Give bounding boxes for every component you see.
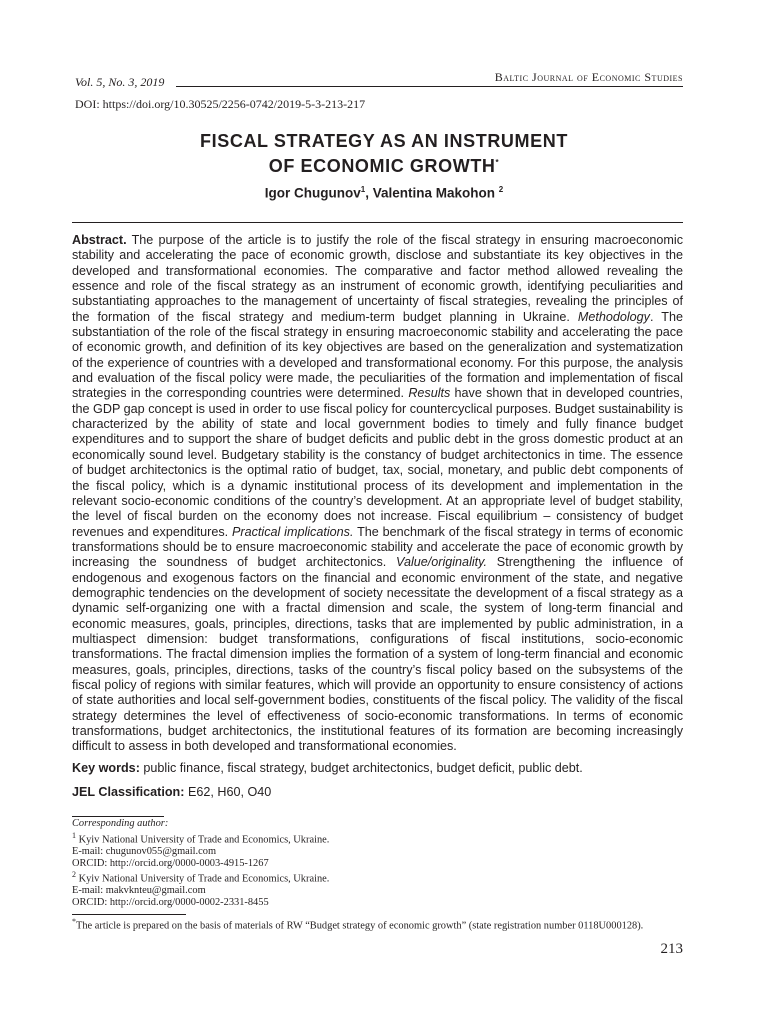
keywords-label: Key words:	[72, 761, 140, 775]
footnote-1-affiliation-text: Kyiv National University of Trade and Economics, Ukraine.	[76, 834, 330, 846]
jel-classification	[72, 785, 683, 799]
keywords-text: public finance, fiscal strategy, budget architectonics, budget deficit, public debt.	[139, 761, 583, 775]
abstract-label: Abstract.	[72, 233, 127, 247]
title-line-1: FISCAL STRATEGY AS AN INSTRUMENT	[200, 131, 568, 151]
article-note-text: The article is prepared on the basis of materials of RW “Budget strategy of economic growth” (state registration number 0118U000128).	[76, 920, 644, 932]
author-2-orcid: ORCID: http://orcid.org/0000-0002-2331-8455	[72, 897, 269, 909]
results-label: Results	[408, 386, 451, 401]
article-note-rule	[72, 914, 186, 915]
footnote-rule	[72, 816, 164, 817]
title-footnote-marker: *	[495, 158, 500, 167]
journal-volume: Vol. 5, No. 3, 2019	[75, 75, 165, 89]
abstract-purpose: The purpose of the article is to justify the role of the fiscal strategy in ensuring macroeconomic stability and accelerating the pace of economic growth, disclose and substantiate its key objectives in the developed and transformational economies. The comparative and factor method allowed revealing the essence and role of the fiscal strategy as an instrument of economic growth, identifying peculiarities and substantiating approaches to the management of uncertainty of fiscal strategies, revealing the principles of the formation of the fiscal strategy and medium-term budget planning in Ukraine.	[72, 233, 683, 324]
author-2-affiliation-marker: 2	[498, 185, 504, 194]
author-1-orcid: ORCID: http://orcid.org/0000-0003-4915-1267	[72, 857, 269, 869]
footnote-1-marker: 1	[72, 830, 76, 840]
title-line-2-text: OF ECONOMIC GROWTH	[268, 156, 496, 176]
article-note-marker: *	[72, 917, 76, 926]
abstract-results: have shown that in developed countries, the GDP gap concept is used in order to use fiscal policy for countercyclical purposes. Budget sustainability is characterized by the ability of state and local government bodies to timely and fully finance budget expenditures and to support the share of budget deficits and public debt in the gross domestic product at an economically sound level. Budgetary stability is the constancy of budget architectonics in time. The essence of budget architectonics is the optimal ratio of budget, tax, social, monetary, and public debt components of the fiscal policy, which is a dynamic institutional process of its development and implementation in the relevant socio-economic conditions of the country’s development. At an appropriate level of budget stability, the level of fiscal burden on the economy does not increase. Fiscal equilibrium – consistency of budget revenues and expenditures.	[72, 386, 683, 539]
corresponding-author-label: Corresponding author:	[72, 818, 169, 829]
author-2: Valentina Makohon	[372, 185, 499, 201]
methodology-label: Methodology	[577, 309, 650, 324]
header-rule	[176, 86, 683, 87]
jel-label: JEL Classification:	[72, 785, 185, 799]
keywords	[72, 761, 683, 775]
page-number: 213	[660, 941, 683, 957]
author-1-affiliation	[72, 830, 329, 846]
abstract-value-originality: Strengthening the influence of endogenous and exogenous factors on the financial and economic environment of the state, and negative demographic tendencies on the development of society necessitate the development of a fiscal strategy as a dynamic self-organizing one with a fractal dimension and scale, the system of long-term financial and economic measures, goals, principles, directions, tasks that are implemented by public administration, in a multiaspect dimension: budget transformations, configurations of fiscal institutions, socio-economic transformations. The fractal dimension implies the formation of a system of long-term financial and economic measures, goals, principles, directions, tasks of the country’s fiscal policy based on the subsystems of the fiscal policy of regions with similar features, which will provide an opportunity to ensure consistency of actions of state authorities and local self-government bodies, constituents of the fiscal policy. The validity of the fiscal strategy determines the level of effectiveness of socio-economic transformations. In terms of economic transformations, budget architectonics, the institutional features of its formation are becoming increasingly difficult to assess in both developed and transformational economies.	[72, 555, 683, 754]
abstract	[72, 233, 683, 755]
author-2-affiliation	[72, 869, 329, 885]
author-list	[0, 185, 768, 201]
title-line-2	[0, 152, 768, 177]
author-2-email: E-mail: makvknteu@gmail.com	[72, 885, 206, 897]
author-1-email: E-mail: chugunov055@gmail.com	[72, 845, 217, 857]
abstract-top-rule	[72, 222, 683, 223]
footnote-2-affiliation-text: Kyiv National University of Trade and Economics, Ukraine.	[76, 873, 330, 885]
value-originality-label: Value/originality.	[396, 555, 488, 570]
journal-name: Baltic Journal of Economic Studies	[494, 70, 683, 84]
article-title	[0, 131, 768, 177]
jel-codes: E62, H60, O40	[184, 785, 272, 799]
practical-implications-label: Practical implications.	[232, 524, 354, 539]
article-note	[72, 917, 643, 931]
abstract-practical-implications: The benchmark of the fiscal strategy in terms of economic transformations should be to ensure macroeconomic stability and accelerate the pace of economic growth by increasing the soundness of budget architectonics.	[72, 524, 684, 570]
abstract-methodology: . The substantiation of the role of the fiscal strategy in ensuring macroeconomic stability and accelerating the pace of economic growth, and definition of its key objectives are based on the generalization and systematization of the experience of countries with a developed and transformational economy. For this purpose, the analysis and evaluation of the fiscal policy were made, the peculiarities of the formation and implementation of fiscal strategies in the corresponding countries were determined.	[72, 309, 683, 401]
footnote-2-marker: 2	[72, 870, 76, 880]
author-1-affiliation-marker: 1	[360, 185, 366, 194]
author-1: Igor Chugunov	[264, 185, 361, 201]
author-separator: ,	[365, 185, 373, 201]
footnotes	[72, 818, 329, 909]
doi-line: DOI: https://doi.org/10.30525/2256-0742/2019-5-3-213-217	[75, 97, 366, 111]
